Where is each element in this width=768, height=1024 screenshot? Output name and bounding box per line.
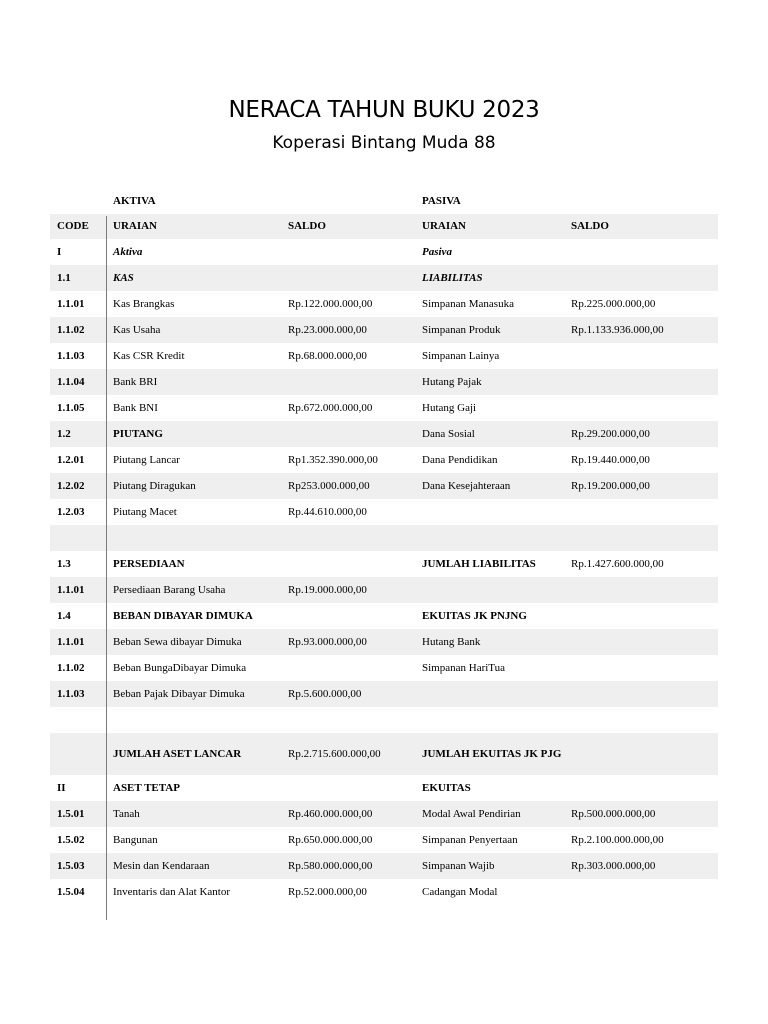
cell-saldo-aktiva bbox=[281, 551, 415, 577]
cell-uraian-aktiva: Beban BungaDibayar Dimuka bbox=[113, 661, 247, 674]
header-saldo-aktiva: SALDO bbox=[281, 214, 415, 239]
cell-uraian-aktiva: PERSEDIAAN bbox=[113, 557, 185, 570]
cell-code: 1.5.03 bbox=[50, 853, 106, 879]
cell-saldo-pasiva bbox=[564, 369, 718, 395]
cell-saldo-aktiva bbox=[281, 603, 415, 629]
table-row bbox=[50, 525, 718, 551]
cell-code: 1.2.01 bbox=[57, 453, 85, 466]
cell-uraian-pasiva: Hutang Bank bbox=[415, 629, 564, 655]
table-row bbox=[50, 801, 718, 827]
cell-uraian-aktiva: Aktiva bbox=[113, 245, 143, 258]
cell-saldo-pasiva bbox=[564, 681, 718, 707]
table-row bbox=[50, 395, 718, 421]
table-row bbox=[50, 473, 718, 499]
cell-code: 1.1.01 bbox=[50, 577, 106, 603]
cell-uraian-pasiva: Simpanan Manasuka bbox=[422, 297, 514, 310]
cell-saldo-pasiva bbox=[564, 733, 718, 775]
cell-uraian-pasiva: Cadangan Modal bbox=[422, 885, 498, 898]
cell-code: 1.1.02 bbox=[50, 317, 106, 343]
cell-code: 1.1.02 bbox=[57, 661, 85, 674]
cell-saldo-pasiva bbox=[564, 239, 718, 265]
cell-saldo-aktiva bbox=[281, 369, 415, 395]
cell-uraian-aktiva: Tanah bbox=[106, 801, 281, 827]
cell-uraian-aktiva: Beban Sewa dibayar Dimuka bbox=[106, 629, 281, 655]
cell-code: 1.1.04 bbox=[50, 369, 106, 395]
cell-uraian-aktiva: Kas Usaha bbox=[106, 317, 281, 343]
cell-uraian-aktiva: Mesin dan Kendaraan bbox=[106, 853, 281, 879]
cell-saldo-pasiva bbox=[564, 265, 718, 291]
cell-saldo-pasiva bbox=[564, 525, 718, 551]
cell-saldo-pasiva bbox=[564, 343, 718, 369]
cell-code: 1.5.04 bbox=[57, 885, 85, 898]
column-divider bbox=[106, 216, 107, 920]
cell-uraian-pasiva: Simpanan HariTua bbox=[422, 661, 506, 674]
cell-saldo-aktiva bbox=[281, 707, 415, 733]
cell-saldo-pasiva bbox=[564, 655, 718, 681]
cell-code: 1.4 bbox=[57, 609, 71, 622]
cell-uraian-pasiva bbox=[415, 577, 564, 603]
cell-uraian-aktiva: BEBAN DIBAYAR DIMUKA bbox=[113, 609, 253, 622]
section-header-row bbox=[50, 188, 718, 214]
table-row bbox=[50, 239, 718, 265]
cell-code: 1.1.01 bbox=[50, 629, 106, 655]
cell-code: 1.1.05 bbox=[57, 401, 85, 414]
cell-saldo-pasiva bbox=[564, 603, 718, 629]
cell-uraian-aktiva: PIUTANG bbox=[106, 421, 281, 447]
cell-uraian-aktiva: Piutang Lancar bbox=[113, 453, 180, 466]
cell-uraian-pasiva: Simpanan Produk bbox=[415, 317, 564, 343]
cell-saldo-pasiva: Rp.1.427.600.000,00 bbox=[571, 557, 664, 570]
column-header-row bbox=[50, 214, 718, 239]
cell-saldo-pasiva: Rp.19.200.000,00 bbox=[564, 473, 718, 499]
cell-uraian-pasiva: EKUITAS bbox=[422, 781, 471, 794]
cell-uraian-aktiva: ASET TETAP bbox=[113, 781, 180, 794]
cell-saldo-aktiva: Rp.23.000.000,00 bbox=[281, 317, 415, 343]
cell-saldo-pasiva bbox=[564, 395, 718, 421]
cell-saldo-pasiva: Rp.225.000.000,00 bbox=[571, 297, 656, 310]
cell-uraian-aktiva bbox=[106, 707, 281, 733]
document-title: NERACA TAHUN BUKU 2023 bbox=[228, 97, 540, 123]
header-uraian-pasiva: URAIAN bbox=[415, 214, 564, 239]
cell-saldo-aktiva: Rp253.000.000,00 bbox=[281, 473, 415, 499]
table-row bbox=[50, 343, 718, 369]
cell-saldo-pasiva: Rp.303.000.000,00 bbox=[564, 853, 718, 879]
table-row bbox=[50, 499, 718, 525]
cell-saldo-pasiva bbox=[564, 577, 718, 603]
cell-saldo-aktiva: Rp.460.000.000,00 bbox=[281, 801, 415, 827]
cell-uraian-aktiva: Piutang Macet bbox=[113, 505, 177, 518]
cell-uraian-pasiva: Simpanan Lainya bbox=[422, 349, 500, 362]
cell-uraian-pasiva: JUMLAH EKUITAS JK PJG bbox=[415, 733, 564, 775]
table-row bbox=[50, 879, 718, 905]
cell-uraian-pasiva: Pasiva bbox=[422, 245, 452, 258]
cell-saldo-aktiva: Rp.68.000.000,00 bbox=[288, 349, 367, 362]
cell-uraian-pasiva bbox=[415, 525, 564, 551]
table-row bbox=[50, 827, 718, 853]
cell-saldo-aktiva bbox=[281, 655, 415, 681]
cell-saldo-pasiva bbox=[564, 499, 718, 525]
cell-saldo-aktiva: Rp.19.000.000,00 bbox=[281, 577, 415, 603]
cell-saldo-aktiva bbox=[281, 265, 415, 291]
section-aktiva: AKTIVA bbox=[113, 194, 156, 207]
table-row bbox=[50, 629, 718, 655]
cell-saldo-pasiva bbox=[564, 879, 718, 905]
cell-uraian-aktiva: Kas CSR Kredit bbox=[113, 349, 185, 362]
cell-uraian-aktiva: Beban Pajak Dibayar Dimuka bbox=[106, 681, 281, 707]
cell-uraian-pasiva: Dana Kesejahteraan bbox=[415, 473, 564, 499]
cell-uraian-aktiva: KAS bbox=[106, 265, 281, 291]
cell-code bbox=[50, 525, 106, 551]
document-subtitle: Koperasi Bintang Muda 88 bbox=[272, 133, 496, 153]
cell-uraian-pasiva: EKUITAS JK PNJNG bbox=[422, 609, 527, 622]
table-row bbox=[50, 853, 718, 879]
cell-uraian-aktiva: Bank BRI bbox=[106, 369, 281, 395]
cell-uraian-pasiva bbox=[415, 681, 564, 707]
cell-code: I bbox=[57, 245, 62, 258]
table-row bbox=[50, 577, 718, 603]
table-row bbox=[50, 655, 718, 681]
cell-saldo-aktiva: Rp.672.000.000,00 bbox=[288, 401, 373, 414]
table-row bbox=[50, 775, 718, 801]
cell-uraian-pasiva: Hutang Gaji bbox=[422, 401, 477, 414]
cell-uraian-aktiva bbox=[106, 525, 281, 551]
cell-code: 1.2.02 bbox=[50, 473, 106, 499]
cell-code bbox=[50, 733, 106, 775]
cell-code: 1.1.01 bbox=[57, 297, 85, 310]
cell-saldo-aktiva bbox=[281, 525, 415, 551]
cell-uraian-pasiva: Simpanan Penyertaan bbox=[422, 833, 518, 846]
cell-saldo-aktiva: Rp.44.610.000,00 bbox=[288, 505, 367, 518]
cell-uraian-pasiva: Modal Awal Pendirian bbox=[415, 801, 564, 827]
cell-saldo-pasiva: Rp.29.200.000,00 bbox=[564, 421, 718, 447]
header-code: CODE bbox=[50, 214, 106, 239]
cell-uraian-pasiva: Hutang Pajak bbox=[415, 369, 564, 395]
cell-saldo-aktiva: Rp.2.715.600.000,00 bbox=[281, 733, 415, 775]
header-uraian-aktiva: URAIAN bbox=[106, 214, 281, 239]
cell-code: 1.5.01 bbox=[50, 801, 106, 827]
table-row bbox=[50, 317, 718, 343]
cell-uraian-aktiva: Bangunan bbox=[113, 833, 158, 846]
cell-uraian-aktiva: Bank BNI bbox=[113, 401, 158, 414]
cell-code: 1.1.03 bbox=[50, 681, 106, 707]
header-saldo-pasiva: SALDO bbox=[564, 214, 718, 239]
cell-uraian-pasiva bbox=[415, 499, 564, 525]
table-row bbox=[50, 707, 718, 733]
cell-uraian-aktiva: Piutang Diragukan bbox=[106, 473, 281, 499]
cell-saldo-aktiva bbox=[281, 775, 415, 801]
table-row bbox=[50, 551, 718, 577]
cell-uraian-aktiva: JUMLAH ASET LANCAR bbox=[106, 733, 281, 775]
balance-sheet-table bbox=[50, 188, 718, 905]
cell-saldo-pasiva: Rp.2.100.000.000,00 bbox=[571, 833, 664, 846]
cell-saldo-aktiva: Rp.93.000.000,00 bbox=[281, 629, 415, 655]
cell-saldo-aktiva: Rp.122.000.000,00 bbox=[288, 297, 373, 310]
table-row bbox=[50, 447, 718, 473]
cell-saldo-pasiva bbox=[564, 629, 718, 655]
table-row bbox=[50, 421, 718, 447]
table-row bbox=[50, 681, 718, 707]
cell-saldo-aktiva: Rp.580.000.000,00 bbox=[281, 853, 415, 879]
cell-code bbox=[50, 707, 106, 733]
cell-uraian-aktiva: Kas Brangkas bbox=[113, 297, 175, 310]
cell-uraian-aktiva: Persediaan Barang Usaha bbox=[106, 577, 281, 603]
table-row bbox=[50, 603, 718, 629]
cell-uraian-pasiva: Simpanan Wajib bbox=[415, 853, 564, 879]
cell-saldo-aktiva: Rp.650.000.000,00 bbox=[288, 833, 373, 846]
cell-code: 1.3 bbox=[57, 557, 71, 570]
cell-uraian-aktiva: Inventaris dan Alat Kantor bbox=[113, 885, 230, 898]
cell-code: 1.2.03 bbox=[57, 505, 85, 518]
cell-saldo-pasiva: Rp.500.000.000,00 bbox=[564, 801, 718, 827]
cell-saldo-aktiva: Rp.5.600.000,00 bbox=[281, 681, 415, 707]
cell-saldo-pasiva: Rp.19.440.000,00 bbox=[571, 453, 650, 466]
table-row bbox=[50, 265, 718, 291]
cell-saldo-aktiva bbox=[281, 239, 415, 265]
cell-saldo-aktiva: Rp1.352.390.000,00 bbox=[288, 453, 378, 466]
cell-code: 1.2 bbox=[50, 421, 106, 447]
table-row bbox=[50, 733, 718, 775]
cell-uraian-pasiva bbox=[415, 707, 564, 733]
cell-saldo-aktiva bbox=[281, 421, 415, 447]
table-row bbox=[50, 369, 718, 395]
cell-code: II bbox=[57, 781, 66, 794]
cell-code: 1.1.03 bbox=[57, 349, 85, 362]
cell-uraian-pasiva: LIABILITAS bbox=[415, 265, 564, 291]
cell-saldo-pasiva bbox=[564, 707, 718, 733]
cell-saldo-pasiva: Rp.1.133.936.000,00 bbox=[564, 317, 718, 343]
table-row bbox=[50, 291, 718, 317]
section-pasiva: PASIVA bbox=[422, 194, 461, 207]
cell-uraian-pasiva: Dana Sosial bbox=[415, 421, 564, 447]
cell-code: 1.5.02 bbox=[57, 833, 85, 846]
cell-uraian-pasiva: Dana Pendidikan bbox=[422, 453, 498, 466]
cell-code: 1.1 bbox=[50, 265, 106, 291]
cell-saldo-aktiva: Rp.52.000.000,00 bbox=[288, 885, 367, 898]
cell-saldo-pasiva bbox=[564, 775, 718, 801]
cell-uraian-pasiva: JUMLAH LIABILITAS bbox=[422, 557, 536, 570]
